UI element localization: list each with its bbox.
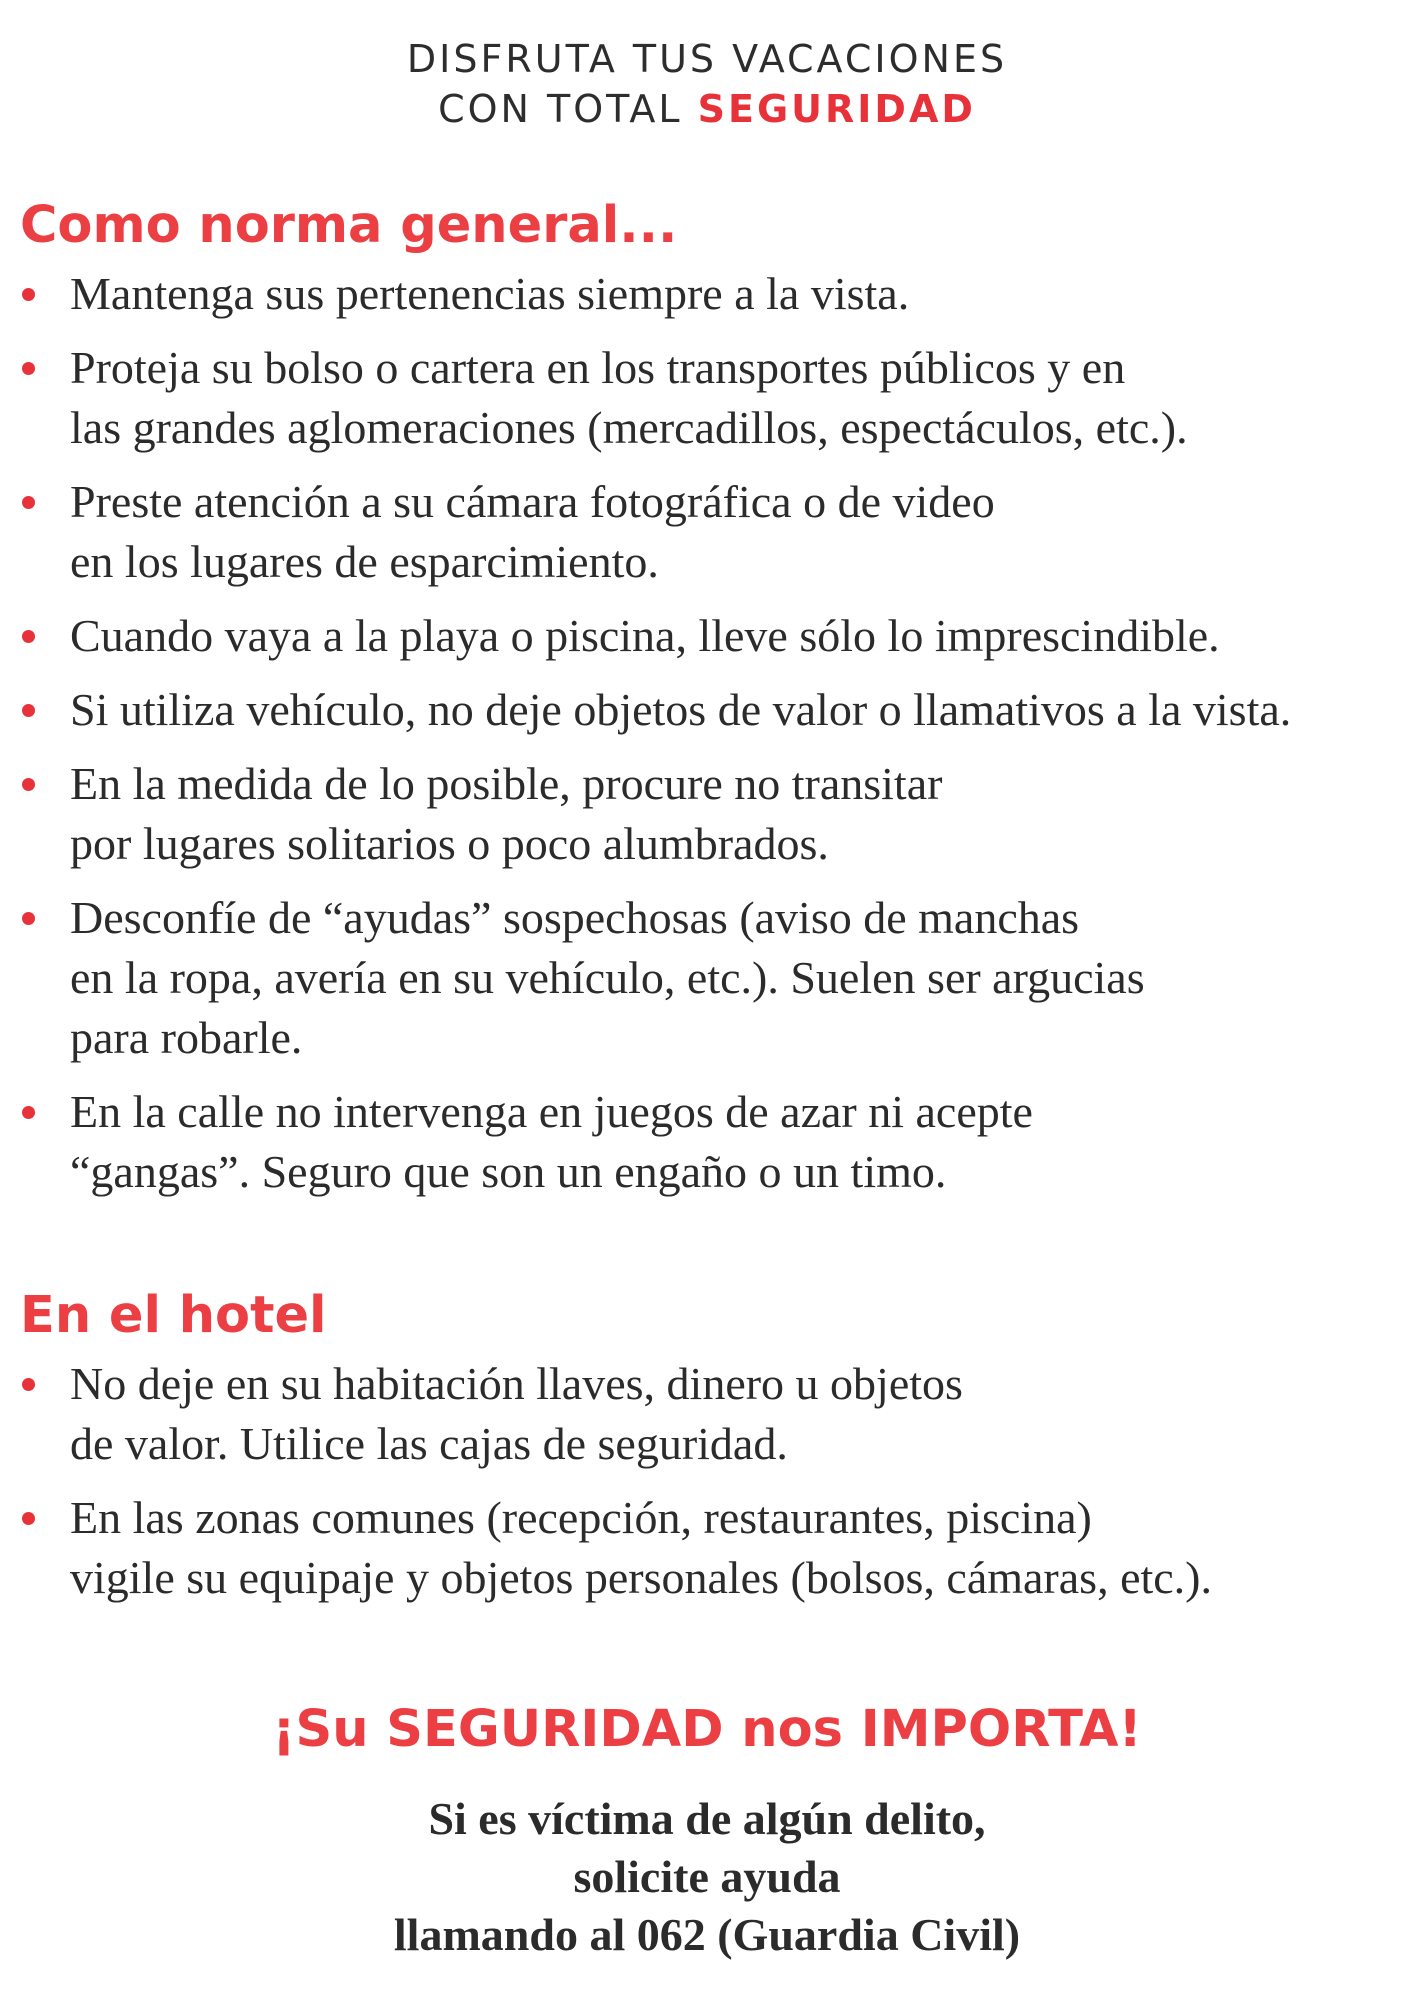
contact-line-3: llamando al 062 (Guardia Civil): [393, 1909, 1021, 1960]
bullet-dot-icon: [22, 288, 35, 301]
list-item: [20, 754, 1400, 874]
contact-info: [0, 1790, 1414, 1964]
list-item-text: Proteja su bolso o cartera en los transportes públicos y en las grandes aglomeraciones (mercadillos, espectáculos, etc.).: [70, 342, 1188, 453]
bullet-dot-icon: [22, 1378, 35, 1391]
list-item-text: En las zonas comunes (recepción, restaurantes, piscina) vigile su equipaje y objetos personales (bolsos, cámaras, etc.).: [70, 1492, 1213, 1603]
list-item: [20, 338, 1400, 458]
list-item: [20, 472, 1400, 592]
list-item: [20, 1354, 1400, 1474]
bullet-dot-icon: [22, 630, 35, 643]
hotel-title: En el hotel: [20, 1286, 327, 1345]
list-item-text: No deje en su habitación llaves, dinero u objetos de valor. Utilice las cajas de seguridad.: [70, 1358, 963, 1469]
bullet-dot-icon: [22, 362, 35, 375]
bullet-dot-icon: [22, 912, 35, 925]
hotel-section: [20, 1286, 1400, 1622]
general-rules-section: [20, 196, 1400, 1216]
bullet-dot-icon: [22, 496, 35, 509]
list-item: [20, 264, 1400, 324]
bullet-dot-icon: [22, 1512, 35, 1525]
list-item: [20, 888, 1400, 1068]
list-item: [20, 680, 1400, 740]
list-item-text: Desconfíe de “ayudas” sospechosas (aviso de manchas en la ropa, avería en su vehículo, etc.). Suelen ser argucias para robarle.: [70, 892, 1145, 1063]
header-line-2-prefix: CON TOTAL: [438, 87, 698, 131]
header-line-1: DISFRUTA TUS VACACIONES: [406, 37, 1008, 81]
header-line-2: [0, 84, 1414, 134]
general-rules-title: Como norma general...: [20, 196, 678, 255]
list-item-text: Cuando vaya a la playa o piscina, lleve sólo lo imprescindible.: [70, 610, 1220, 661]
list-item-text: Si utiliza vehículo, no deje objetos de valor o llamativos a la vista.: [70, 684, 1292, 735]
slogan: ¡Su SEGURIDAD nos IMPORTA!: [272, 1700, 1142, 1759]
hotel-list: [20, 1354, 1400, 1608]
contact-line-2: solicite ayuda: [573, 1851, 841, 1902]
list-item-text: En la calle no intervenga en juegos de azar ni acepte “gangas”. Seguro que son un engaño o un timo.: [70, 1086, 1033, 1197]
bullet-dot-icon: [22, 778, 35, 791]
general-rules-list: [20, 264, 1400, 1202]
list-item-text: Preste atención a su cámara fotográfica o de video en los lugares de esparcimiento.: [70, 476, 995, 587]
list-item: [20, 1082, 1400, 1202]
list-item-text: Mantenga sus pertenencias siempre a la vista.: [70, 268, 910, 319]
list-item: [20, 606, 1400, 666]
header-accent-word: SEGURIDAD: [697, 87, 976, 131]
bullet-dot-icon: [22, 704, 35, 717]
page-header: [0, 34, 1414, 134]
list-item: [20, 1488, 1400, 1608]
contact-line-1: Si es víctima de algún delito,: [428, 1793, 986, 1844]
list-item-text: En la medida de lo posible, procure no transitar por lugares solitarios o poco alumbrados.: [70, 758, 943, 869]
bullet-dot-icon: [22, 1106, 35, 1119]
